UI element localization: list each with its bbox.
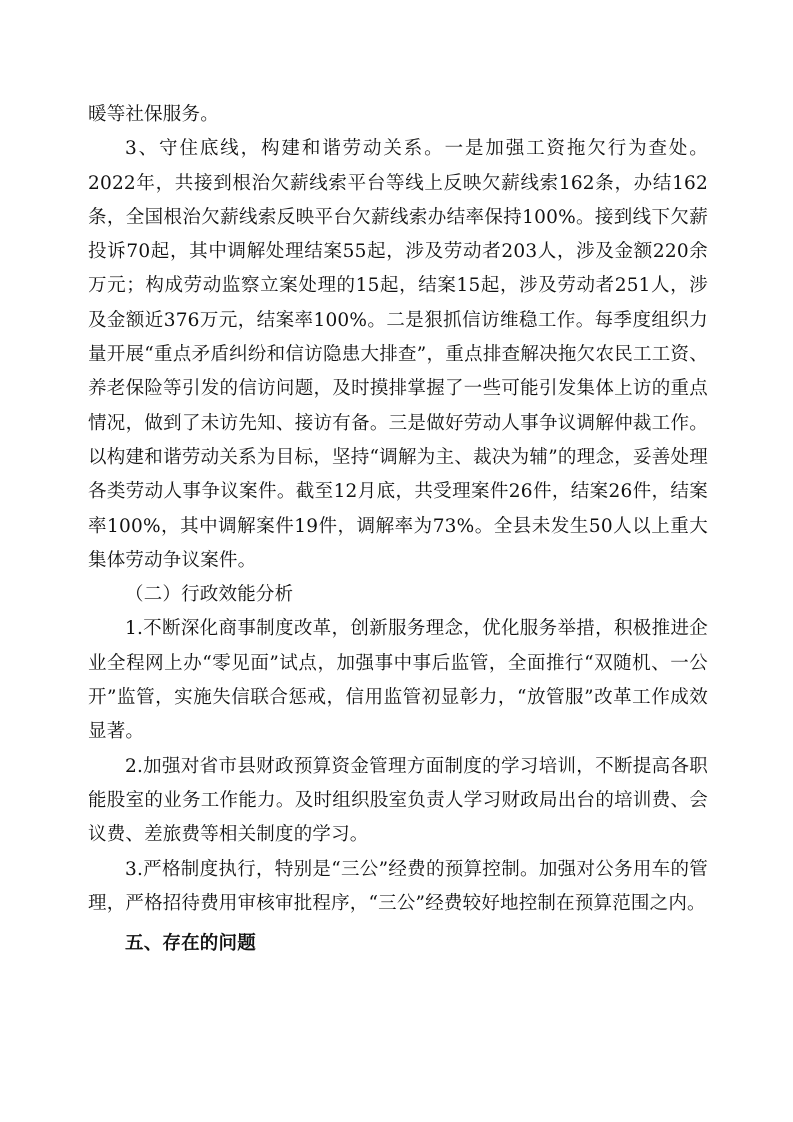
subsection-heading-admin-efficiency: （二）行政效能分析 [125,584,294,606]
section-heading-problems: 五、存在的问题 [125,933,256,955]
paragraph-labor-relations: 3、守住底线，构建和谐劳动关系。一是加强工资拖欠行为查处。2022年，共接到根治欠薪线索平台等线上反映欠薪线索162条，办结162条，全国根治欠薪线索反映平台欠薪线索办结率保持100%。接到线下欠薪投诉70起，其中调解处理结案55起，涉及劳动者203人，涉及金额220余万元；构成劳动监察立案处理的15起，结案15起，涉及劳动者251人，涉及金额近376万元，结案率100%。二是狠抓信访维稳工作。每季度组织力量开展“重点矛盾纠纷和信访隐患大排查”，重点排查解决拖欠农民工工资、养老保险等引发的信访问题，及时摸排掌握了一些可能引发集体上访的重点情况，做到了未访先知、接访有备。三是做好劳动人事争议调解仲裁工作。以构建和谐劳动关系为目标，坚持“调解为主、裁决为辅”的理念，妥善处理各类劳动人事争议案件。截至12月底，共受理案件26件，结案26件，结案率100%，其中调解案件19件，调解率为73%。全县未发生50人以上重大集体劳动争议案件。 [88,138,708,571]
paragraph-continuation: 暖等社保服务。 [88,104,219,125]
paragraph-budget-training: 2.加强对省市县财政预算资金管理方面制度的学习培训，不断提高各职能股室的业务工作能力。及时组织股室负责人学习财政局出台的培训费、会议费、差旅费等相关制度的学习。 [88,755,708,846]
paragraph-business-reform: 1.不断深化商事制度改革，创新服务理念，优化服务举措，积极推进企业全程网上办“零见面”试点，加强事中事后监管，全面推行“双随机、一公开”监管，实施失信联合惩戒，信用监管初显彰力，“放管服”改革工作成效显著。 [88,618,708,743]
document-body [88,98,708,961]
paragraph-three-public-expenses: 3.严格制度执行，特别是“三公”经费的预算控制。加强对公务用车的管理，严格招待费用审核审批程序，“三公”经费较好地控制在预算范围之内。 [88,858,708,914]
